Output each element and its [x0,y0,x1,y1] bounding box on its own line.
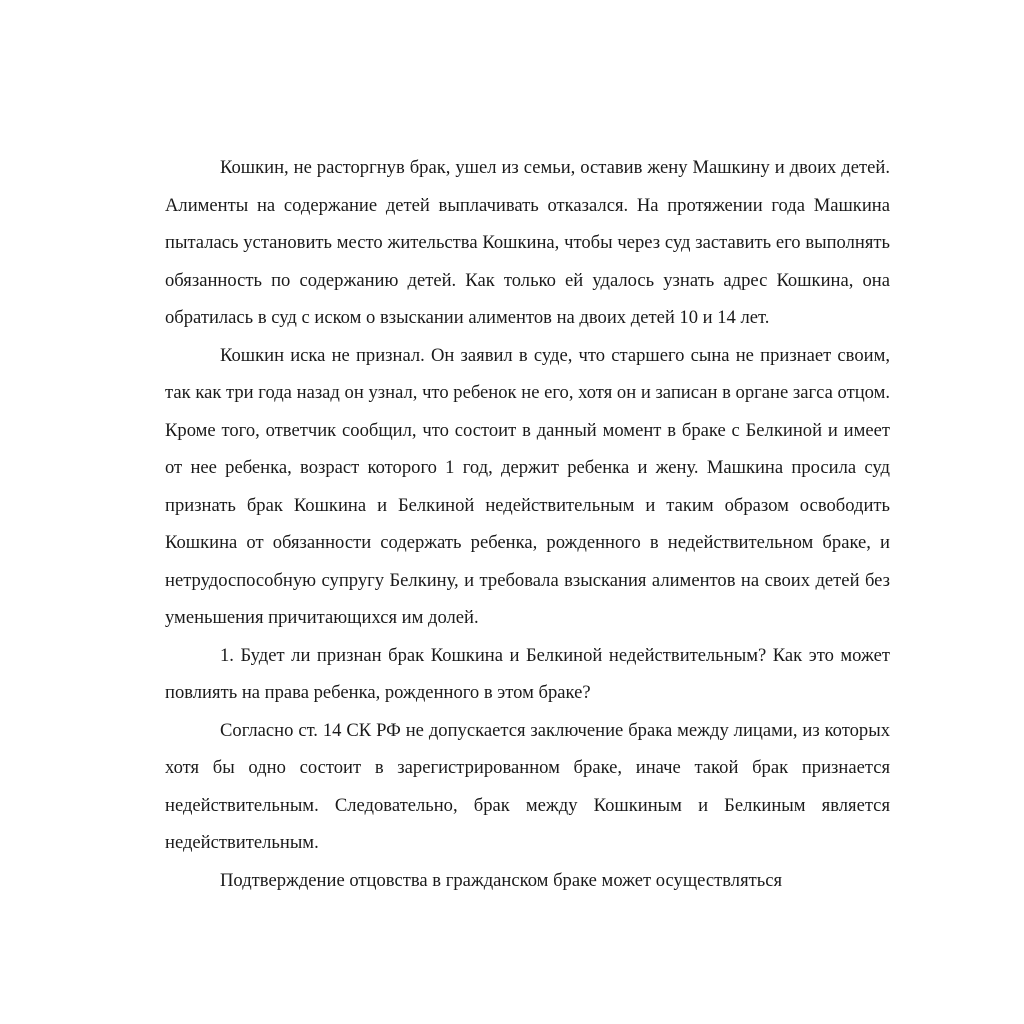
paragraph-answer-1: Согласно ст. 14 СК РФ не допускается заключение брака между лицами, из которых хотя бы одно состоит в зарегистрированном браке, иначе такой брак признается недействительным. Следовательно, брак между Кошкиным и Белкиным является недействительным. [165,719,890,853]
paragraph-case-description: Кошкин, не расторгнув брак, ушел из семьи, оставив жену Машкину и двоих детей. Алименты на содержание детей выплачивать отказался. На протяжении года Машкина пыталась установить место жительства Кошкина, чтобы через суд заставить его выполнять обязанность по содержанию детей. Как только ей удалось узнать адрес Кошкина, она обратилась в суд с иском о взыскании алиментов на двоих детей 10 и 14 лет. [165,157,890,328]
paragraph-question-1: 1. Будет ли признан брак Кошкина и Белкиной недействительным? Как это может повлиять на права ребенка, рожденного в этом браке? [165,644,890,703]
document-body [165,149,890,953]
paragraph-defendant-position: Кошкин иска не признал. Он заявил в суде, что старшего сына не признает своим, так как три года назад он узнал, что ребенок не его, хотя он и записан в органе загса отцом. Кроме того, ответчик сообщил, что состоит в данный момент в браке с Белкиной и имеет от нее ребенка, возраст которого 1 год, держит ребенка и жену. Машкина просила суд признать брак Кошкина и Белкиной недействительным и таким образом освободить Кошкина от обязанности содержать ребенка, рожденного в недействительном браке, и нетрудоспособную супругу Белкину, и требовала взыскания алиментов на своих детей без уменьшения причитающихся им долей. [165,344,890,628]
paragraph-answer-1-continued: Подтверждение отцовства в гражданском браке может осуществляться [220,869,783,891]
